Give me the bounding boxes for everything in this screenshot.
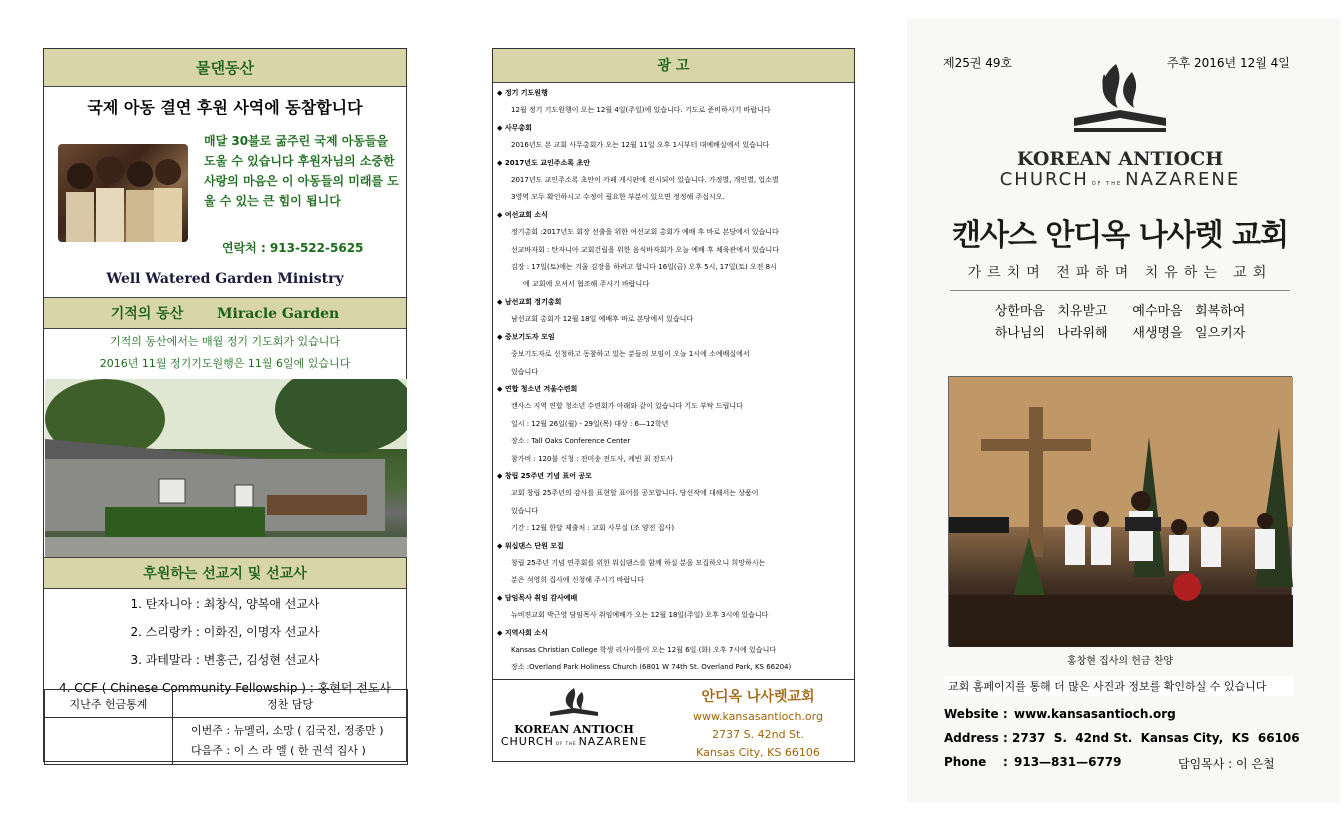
address-value: 2737 S. 42nd St. Kansas City, KS 66106: [1012, 731, 1300, 745]
children-photo: [58, 144, 188, 242]
church-contact: [663, 686, 853, 762]
notice-line: 장소 : Tall Oaks Conference Center: [511, 437, 631, 446]
divider: [950, 290, 1290, 291]
ministry-name: Well Watered Garden Ministry: [106, 271, 344, 287]
mission-list: [44, 595, 406, 704]
notice-line: 김장 : 17일(토)에는 겨울 김장을 하려고 합니다 16일(금) 오후 5시, 17일(토) 오전 8시: [511, 263, 777, 272]
notice-item: [497, 85, 850, 120]
notice-title: ◆ 워십댄스 단원 모집: [497, 541, 564, 550]
notice-item: [497, 294, 850, 329]
notice-title: ◆ 정기 기도원행: [497, 89, 548, 97]
photo-caption: 홍창현 집사의 헌금 찬양: [1066, 656, 1174, 667]
notice-line: 기간 : 12월 한달 제출처 : 교회 사무실 (조 양진 집사): [511, 524, 675, 533]
worship-stage-icon: [949, 377, 1293, 647]
offering-stats-cell: [45, 718, 173, 765]
notice-title: ◆ 담임목사 취임 감사예배: [497, 593, 578, 602]
homepage-note: 교회 홈페이지를 통해 더 많은 사진과 정보를 확인하실 수 있습니다: [944, 676, 1294, 696]
notice-line: 참가비 : 120불 신청 : 전미송 전도사, 케빈 최 전도사: [511, 454, 674, 463]
notice-item: [497, 381, 850, 468]
church-logo: [499, 684, 649, 750]
church-title: 캔사스 안디옥 나사렛 교회: [951, 218, 1289, 253]
slogan-line-2: 하나님의 나라위해 새생명을 일으키자: [994, 326, 1246, 341]
notice-line: 남선교회 총회가 12월 18일 예배후 바로 본당에서 있습니다: [511, 315, 694, 324]
church-logo-large: [990, 60, 1250, 194]
notice-line: Kansas Christian College 학생 리사이틀이 오는 12월 6일 (화) 오후 7시에 있습니다: [511, 646, 777, 654]
mission-item: 4. CCF ( Chinese Community Fellowship ) : 홍현덕 전도사: [58, 681, 392, 695]
flame-book-icon: [1060, 60, 1180, 144]
house-icon: [45, 379, 407, 557]
contact-phone: 연락처 : 913-522-5625: [222, 241, 364, 255]
sponsor-banner: 국제 아동 결연 후원 사역에 동참합니다: [87, 98, 363, 117]
bulletin-date: 주후 2016년 12월 4일: [1167, 56, 1290, 70]
notice-title: ◆ 2017년도 교인주소록 초안: [497, 158, 591, 167]
logo-text-line1: KOREAN ANTIOCH: [514, 723, 634, 736]
church-address-2: Kansas City, KS 66106: [696, 746, 820, 759]
notice-line: 중보기도자로 신청하고 동참하고 있는 분들의 모임이 오늘 1시에 소예배실에서: [511, 350, 750, 359]
miracle-title-kr: 기적의 동산: [110, 306, 184, 322]
middle-panel: [492, 48, 855, 762]
notice-title: ◆ 남선교회 정기총회: [497, 297, 562, 306]
meal-this-week: 이번주 : 뉴멜리, 소망 ( 김국진, 정종만 ): [191, 724, 384, 737]
miracle-line-2: 2016년 11월 정기기도원행은 11월 6일에 있습니다: [99, 357, 351, 370]
notice-item: [497, 538, 850, 590]
notice-line: 에 교회에 오셔서 협조해 주시기 바랍니다: [523, 280, 650, 289]
notice-line: 2017년도 교인주소록 초안이 카페 게시판에 전시되어 있습니다. 가정별, 개인별, 업소별: [511, 176, 779, 185]
section-header-miracle: [44, 297, 406, 329]
notice-title: ◆ 사무총회: [497, 123, 532, 132]
notice-title: ◆ 여선교회 소식: [497, 210, 548, 219]
notice-line: 12월 정기 기도원행이 오는 12월 4일(주일)에 있습니다. 기도로 준비하시기 바랍니다: [511, 106, 771, 115]
notice-line: 창립 25주년 기념 연주회를 위한 워십댄스를 함께 하실 분을 모집하오니 희망하시는: [511, 558, 766, 567]
address-label: Address :: [944, 731, 1008, 745]
church-name: 안디옥 나사렛교회: [701, 689, 815, 705]
miracle-line-1: 기적의 동산에서는 매월 정기 기도회가 있습니다: [109, 335, 340, 348]
phone-label: Phone :: [944, 755, 1008, 769]
section-header-missions: 후원하는 선교지 및 선교사: [44, 557, 406, 589]
notice-title: ◆ 창립 25주년 기념 표어 공모: [497, 471, 592, 480]
flame-book-icon: [544, 684, 604, 720]
notice-item: [497, 329, 850, 381]
church-address-1: 2737 S. 42nd St.: [712, 728, 804, 741]
miracle-garden-photo: [45, 379, 407, 557]
logo-text-line2: CHURCH OF THE NAZARENE: [500, 735, 648, 748]
notice-line: 장소 :Overland Park Holiness Church (6801 W 74th St. Overland Park, KS 66204): [511, 663, 792, 672]
notice-line: 교회 창립 25주년의 감사를 표현할 표어를 공모합니다. 당선작에 대해서는 상품이: [511, 489, 759, 498]
notice-line: 일시 : 12월 26일(월) - 29일(목) 대상 : 6—12학년: [511, 419, 669, 428]
mission-item: 1. 탄자니아 : 최창식, 양복애 선교사: [130, 597, 320, 611]
miracle-title-en: Miracle Garden: [217, 306, 340, 322]
section-header-notices: 광 고: [493, 49, 854, 83]
website-link[interactable]: www.kansasantioch.org: [1014, 707, 1176, 721]
mission-item: 2. 스리랑카 : 이화진, 이명자 선교사: [130, 625, 320, 639]
meal-next-week: 다음주 : 이 스 라 엘 ( 한 권석 집사 ): [191, 744, 366, 757]
mission-item: 3. 과테말라 : 변홍근, 김성현 선교사: [130, 653, 320, 667]
meal-duty-header: 정찬 담당: [173, 690, 408, 718]
notice-line: 선교바자회 : 탄자니아 교회건립을 위한 음식바자회가 오늘 예배 후 체육관에서 있습니다: [511, 245, 780, 254]
notice-item: [497, 468, 850, 538]
notice-item: [497, 625, 850, 677]
sponsor-text: 매달 30불로 굶주린 국제 아동들을 도울 수 있습니다 후원자님의 소중한 사랑의 마음은 이 아동들의 미래를 도울 수 있는 큰 힘이 됩니다: [204, 134, 399, 208]
church-motto: 가르치며 전파하며 치유하는 교회: [967, 265, 1273, 281]
notice-list: [493, 85, 854, 677]
notice-line: 2016년도 본 교회 사무총회가 오는 12월 11일 오후 1시부터 대예배실에서 있습니다: [511, 141, 770, 150]
offering-stats-header: 지난주 헌금통계: [45, 690, 173, 718]
notice-line: 있습니다: [511, 367, 539, 376]
notice-line: 3영역 모두 확인하시고 수정이 필요한 부분이 있으면 정정해 주십시오.: [511, 193, 725, 202]
offering-table: [44, 689, 408, 765]
notice-item: [497, 155, 850, 207]
notice-line: 캔사스 지역 연합 청소년 수련회가 아래와 같이 있습니다 기도 부탁 드립니다: [511, 402, 743, 411]
website-label: Website :: [944, 707, 1008, 721]
children-figures-icon: [58, 144, 188, 242]
notice-line: 정기총회 :2017년도 회장 선출을 위한 여선교회 총회가 예배 후 바로 본당에서 있습니다: [511, 228, 779, 237]
church-website[interactable]: www.kansasantioch.org: [693, 710, 823, 723]
worship-photo: [948, 376, 1292, 646]
notice-title: ◆ 지역사회 소식: [497, 628, 548, 637]
notice-title: ◆ 연합 청소년 겨울수련회: [497, 384, 578, 393]
notice-line: 있습니다: [511, 506, 539, 515]
logo-korean-antioch: KOREAN ANTIOCH: [1016, 148, 1224, 170]
notice-line: 분은 석영희 집사에 신청해 주시기 바랍니다: [511, 576, 644, 585]
church-footer: [493, 679, 854, 763]
slogan-line-1: 상한마음 치유받고 예수마음 회복하여: [994, 304, 1246, 319]
section-header-garden: 물댄동산: [44, 49, 406, 87]
notice-item: [497, 207, 850, 294]
volume-number: 제25권 49호: [943, 56, 1013, 70]
pastor-name: 담임목사 : 이 은철: [1178, 757, 1275, 771]
phone-value[interactable]: 913—831—6779: [1014, 755, 1122, 769]
notice-item: [497, 120, 850, 155]
logo-church-nazarene: CHURCH OF THE NAZARENE: [999, 169, 1241, 190]
notice-title: ◆ 중보기도자 모임: [497, 332, 555, 341]
left-panel: [43, 48, 407, 762]
notice-item: [497, 590, 850, 625]
notice-line: 뉴비젼교회 박근영 담임목사 취임예배가 오는 12월 18일(주일) 오후 3시에 있습니다: [511, 611, 769, 620]
